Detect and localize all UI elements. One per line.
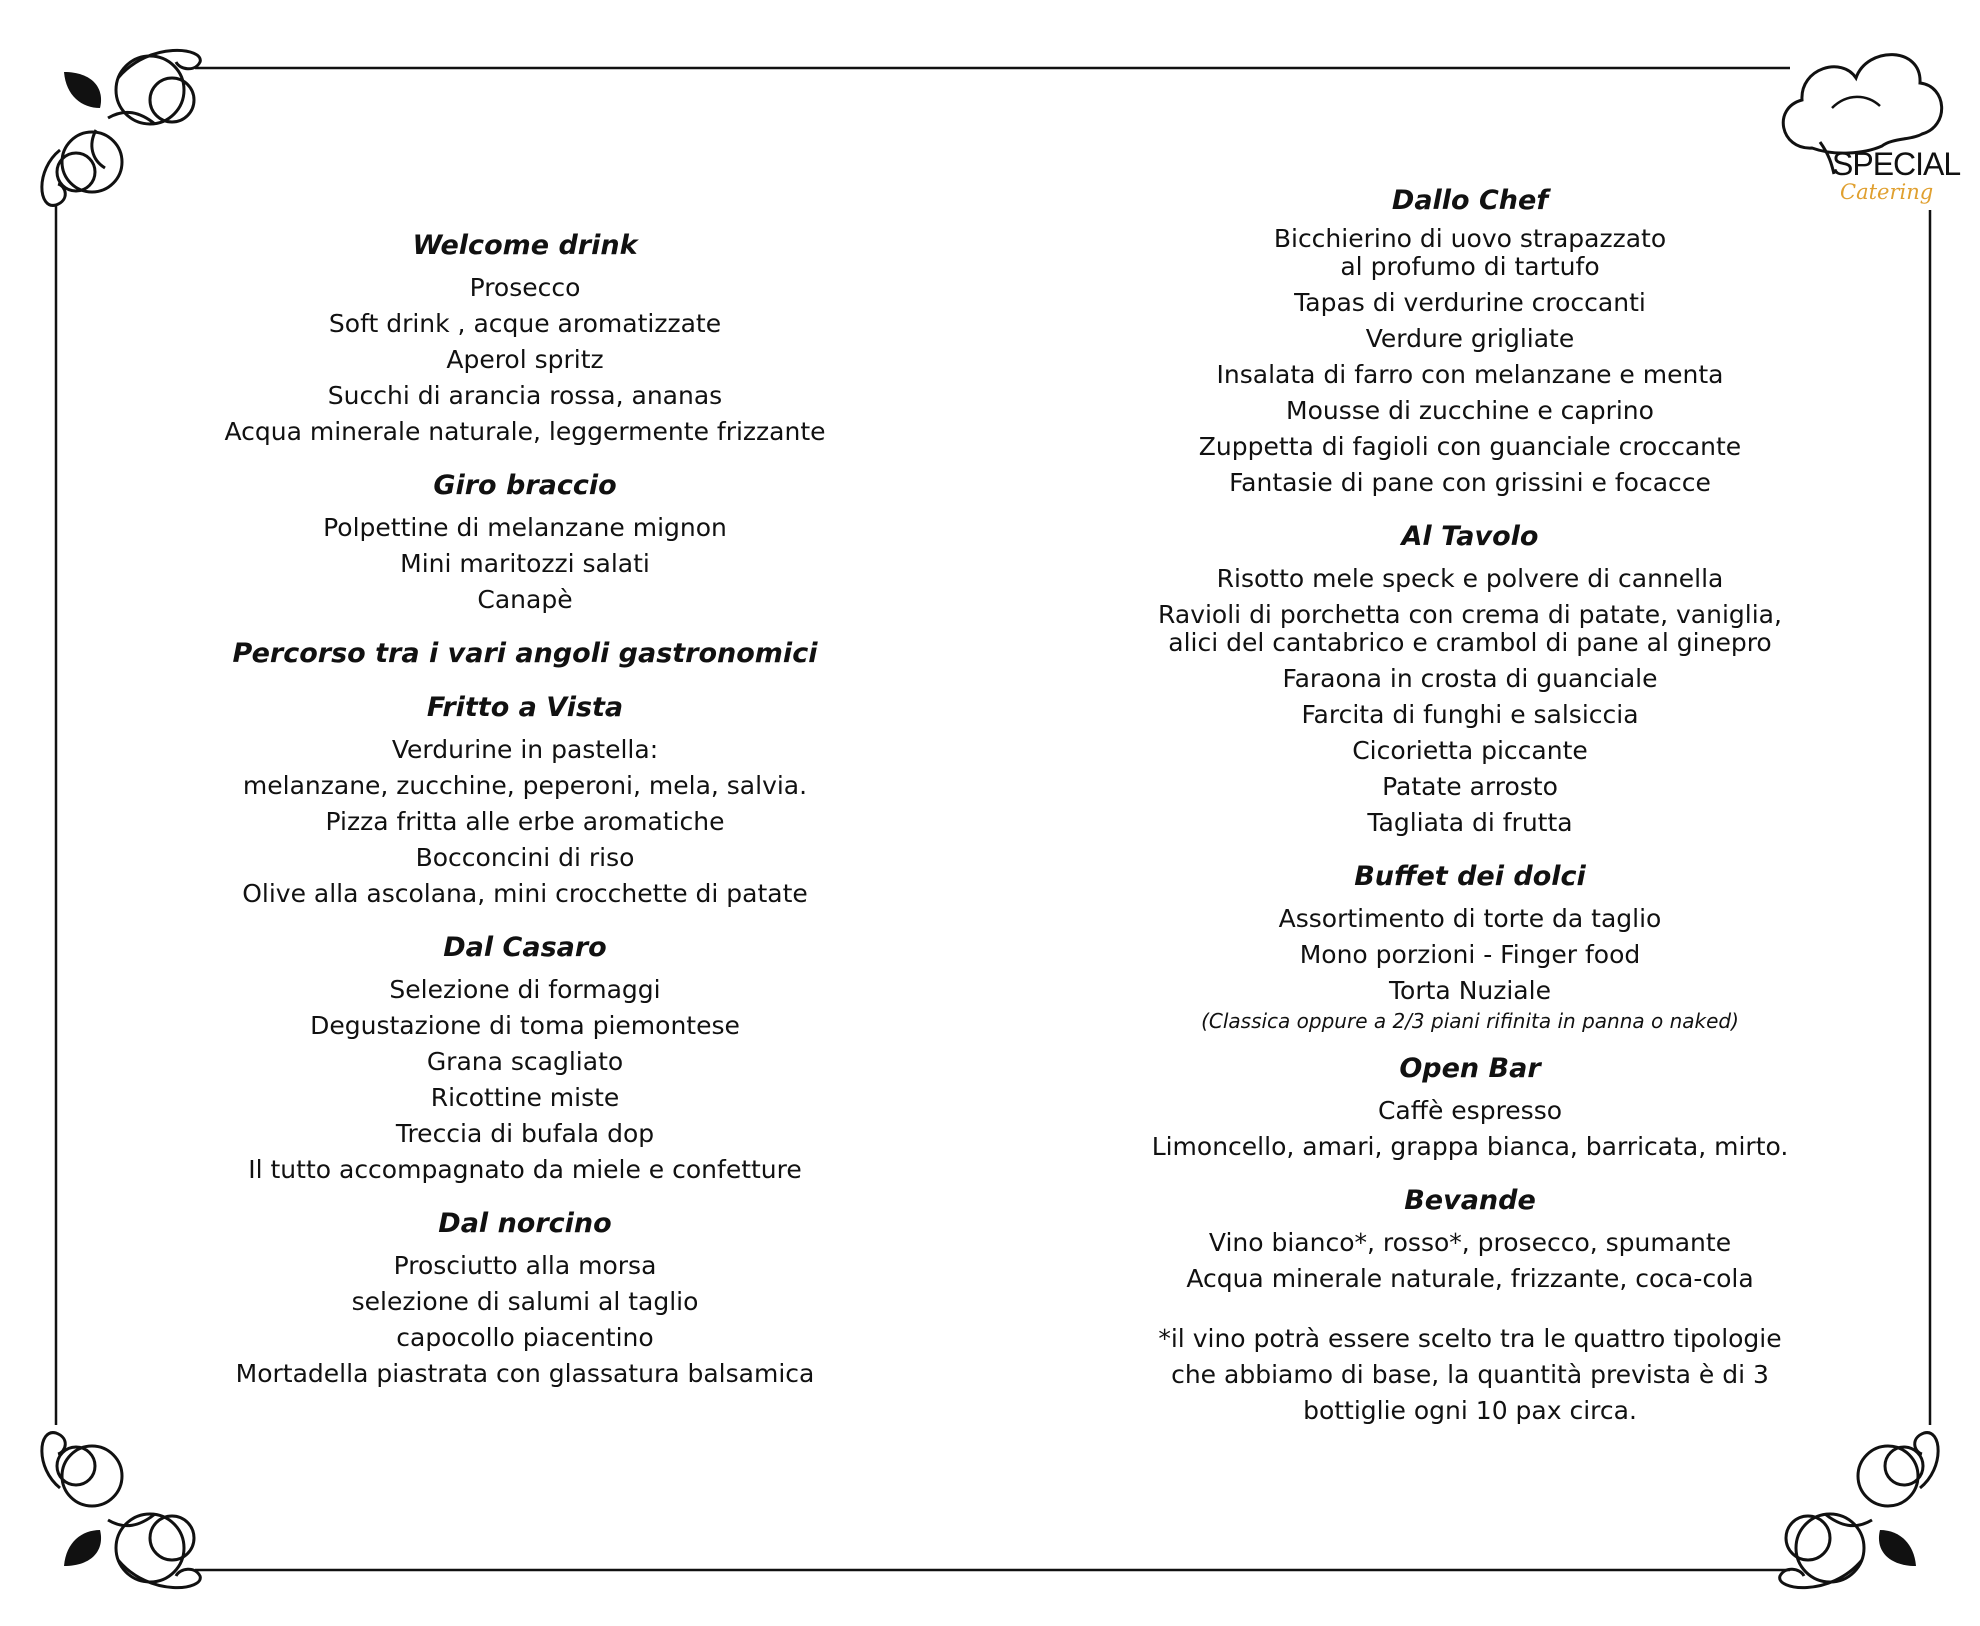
menu-item: Grana scagliato — [426, 1047, 624, 1076]
menu-item: Ricottine miste — [430, 1083, 620, 1112]
menu-item: selezione di salumi al taglio — [351, 1287, 699, 1316]
menu-item: Il tutto accompagnato da miele e confetture — [248, 1155, 802, 1184]
section-title: Open Bar — [1399, 1053, 1541, 1084]
menu-item: Acqua minerale naturale, frizzante, coca-cola — [1186, 1264, 1754, 1293]
menu-item: Succhi di arancia rossa, ananas — [327, 381, 723, 410]
menu-item: Insalata di farro con melanzane e menta — [1216, 360, 1724, 389]
logo-text-catering: Catering — [1840, 180, 1934, 204]
menu-item: Polpettine di melanzane mignon — [323, 513, 727, 542]
menu-item: Canapè — [477, 585, 573, 614]
menu-section-dallo-chef — [1135, 183, 1805, 501]
menu-item: Risotto mele speck e polvere di cannella — [1216, 564, 1724, 593]
menu-item: Patate arrosto — [1382, 772, 1558, 801]
menu-item: Bocconcini di riso — [415, 843, 635, 872]
menu-item: Mini maritozzi salati — [400, 549, 650, 578]
menu-item: Mousse di zucchine e caprino — [1286, 396, 1654, 425]
menu-item: Limoncello, amari, grappa bianca, barricata, mirto. — [1151, 1132, 1789, 1161]
section-title: Percorso tra i vari angoli gastronomici — [232, 638, 818, 669]
menu-item: Faraona in crosta di guanciale — [1282, 664, 1658, 693]
menu-item: capocollo piacentino — [396, 1323, 654, 1352]
menu-item: Cicorietta piccante — [1352, 736, 1588, 765]
menu-note: (Classica oppure a 2/3 piani rifinita in panna o naked) — [1201, 1009, 1739, 1033]
leaf-top-left-icon — [64, 72, 101, 108]
menu-item: Soft drink , acque aromatizzate — [328, 309, 722, 338]
menu-item: Olive alla ascolana, mini crocchette di patate — [242, 879, 808, 908]
menu-item: Caffè espresso — [1377, 1096, 1563, 1125]
menu-item: Farcita di funghi e salsiccia — [1301, 700, 1639, 729]
menu-item: melanzane, zucchine, peperoni, mela, salvia. — [242, 771, 808, 800]
menu-section-open-bar — [1135, 1051, 1805, 1165]
section-title: Fritto a Vista — [426, 692, 624, 723]
section-title: Bevande — [1404, 1185, 1536, 1216]
menu-item: Torta Nuziale — [1389, 976, 1551, 1005]
section-title: Al Tavolo — [1401, 521, 1539, 552]
menu-item: Aperol spritz — [446, 345, 604, 374]
section-title: Dal norcino — [438, 1208, 612, 1239]
menu-item: Verdurine in pastella: — [391, 735, 659, 764]
menu-section-percorso-tra-i-vari-angoli-gastronomici — [200, 636, 850, 672]
menu-item: Verdure grigliate — [1365, 324, 1575, 353]
section-title: Welcome drink — [412, 230, 638, 261]
menu-column-right — [1135, 183, 1805, 1429]
menu-column-left — [200, 228, 850, 1410]
menu-item: Vino bianco*, rosso*, prosecco, spumante — [1208, 1228, 1732, 1257]
menu-section-giro-braccio — [200, 468, 850, 618]
menu-section-welcome-drink — [200, 228, 850, 450]
menu-item: Pizza fritta alle erbe aromatiche — [325, 807, 725, 836]
leaf-bottom-right-icon — [1879, 1530, 1916, 1566]
menu-item: Treccia di bufala dop — [395, 1119, 655, 1148]
menu-item: Mono porzioni - Finger food — [1299, 940, 1641, 969]
menu-item: Tapas di verdurine croccanti — [1294, 288, 1646, 317]
menu-item: Ravioli di porchetta con crema di patate, vaniglia, alici del cantabrico e crambol di pane al ginepro — [1158, 600, 1782, 657]
logo-text-special: SPECIAL — [1832, 146, 1961, 182]
menu-item: Selezione di formaggi — [389, 975, 661, 1004]
wine-footnote: *il vino potrà essere scelto tra le quattro tipologie che abbiamo di base, la quantità prevista è di 3 bottiglie ogni 10 pax circa. — [1158, 1324, 1782, 1425]
section-title: Dallo Chef — [1391, 185, 1549, 216]
section-title: Giro braccio — [433, 470, 617, 501]
menu-item: Zuppetta di fagioli con guanciale croccante — [1198, 432, 1742, 461]
menu-item: Bicchierino di uovo strapazzato al profumo di tartufo — [1273, 224, 1667, 281]
menu-section-al-tavolo — [1135, 519, 1805, 841]
menu-section-dal-casaro — [200, 930, 850, 1188]
menu-item: Degustazione di toma piemontese — [310, 1011, 740, 1040]
menu-item: Prosciutto alla morsa — [393, 1251, 657, 1280]
section-title: Buffet dei dolci — [1354, 861, 1586, 892]
menu-item: Prosecco — [469, 273, 581, 302]
menu-item: Acqua minerale naturale, leggermente frizzante — [224, 417, 826, 446]
menu-item: Mortadella piastrata con glassatura balsamica — [235, 1359, 815, 1388]
menu-item: Assortimento di torte da taglio — [1278, 904, 1662, 933]
section-title: Dal Casaro — [443, 932, 607, 963]
leaf-bottom-left-icon — [64, 1530, 101, 1566]
menu-section-bevande — [1135, 1183, 1805, 1297]
menu-section-dal-norcino — [200, 1206, 850, 1392]
menu-section-buffet-dei-dolci — [1135, 859, 1805, 1033]
menu-section-fritto-a-vista — [200, 690, 850, 912]
menu-item: Fantasie di pane con grissini e focacce — [1229, 468, 1711, 497]
menu-item: Tagliata di frutta — [1367, 808, 1573, 837]
